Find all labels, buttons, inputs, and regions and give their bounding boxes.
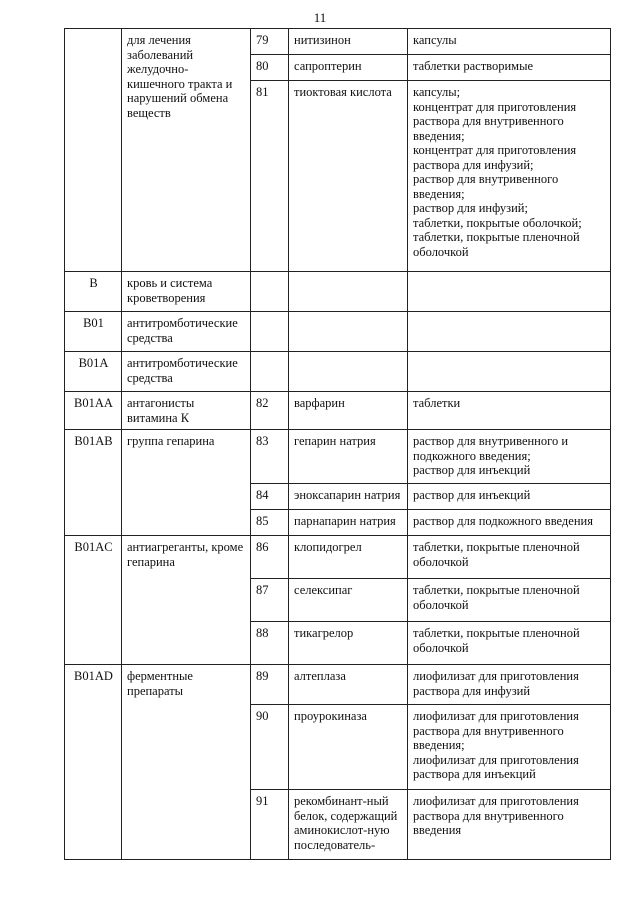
form-line: раствора для инъекций bbox=[413, 767, 536, 781]
drug-name: клопидогрел bbox=[289, 536, 408, 579]
form-line: раствор для инфузий; bbox=[413, 201, 528, 215]
empty-cell bbox=[251, 272, 289, 312]
group-text: для лечения bbox=[127, 33, 191, 47]
form-line: раствора для инфузий bbox=[413, 683, 531, 698]
dosage-form: таблетки растворимые bbox=[408, 55, 611, 81]
form-line: раствор для внутривенного bbox=[413, 172, 559, 186]
atc-group-cell bbox=[122, 352, 251, 392]
dosage-form: раствор для подкожного введения bbox=[408, 510, 611, 536]
item-number: 82 bbox=[251, 392, 289, 430]
dosage-form bbox=[408, 622, 611, 665]
atc-group-cell bbox=[122, 392, 251, 430]
empty-cell bbox=[289, 312, 408, 352]
form-line: введения; bbox=[413, 128, 465, 143]
drug-name: сапроптерин bbox=[289, 55, 408, 81]
table-row bbox=[65, 392, 611, 430]
group-text: антитромботические bbox=[127, 356, 238, 370]
atc-code: B01AD bbox=[65, 665, 122, 860]
dosage-form bbox=[408, 430, 611, 484]
form-line: капсулы; bbox=[413, 85, 461, 99]
group-text: витамина К bbox=[127, 410, 190, 425]
empty-cell bbox=[251, 312, 289, 352]
form-line: введения; bbox=[413, 738, 465, 752]
drug-name: селексипаг bbox=[289, 579, 408, 622]
atc-code: B01A bbox=[65, 352, 122, 392]
atc-code: B01AC bbox=[65, 536, 122, 665]
dosage-form bbox=[408, 665, 611, 705]
form-line: раствора для инфузий; bbox=[413, 157, 534, 172]
group-text: препараты bbox=[127, 683, 184, 698]
dosage-form: раствор для инъекций bbox=[408, 484, 611, 510]
page-number: 11 bbox=[313, 10, 327, 25]
form-line: таблетки, покрытые оболочкой; bbox=[413, 215, 582, 230]
atc-code: B01AA bbox=[65, 392, 122, 430]
dosage-form bbox=[408, 536, 611, 579]
drug-list-table bbox=[64, 28, 611, 860]
form-line: лиофилизат для приготовления bbox=[413, 794, 579, 808]
form-line: лиофилизат для приготовления bbox=[413, 752, 579, 767]
item-number: 86 bbox=[251, 536, 289, 579]
form-line: раствор для внутривенного и bbox=[413, 434, 569, 448]
form-line: раствора для внутривенного bbox=[413, 723, 564, 738]
group-text: средства bbox=[127, 330, 173, 345]
form-line: введения; bbox=[413, 186, 465, 201]
form-line: оболочкой bbox=[413, 597, 469, 612]
drug-name: варфарин bbox=[289, 392, 408, 430]
item-number: 84 bbox=[251, 484, 289, 510]
form-line: оболочкой bbox=[413, 554, 469, 569]
drug-name: гепарин натрия bbox=[289, 430, 408, 484]
group-text: антагонисты bbox=[127, 396, 195, 410]
table-row bbox=[65, 430, 611, 484]
item-number: 89 bbox=[251, 665, 289, 705]
drug-name bbox=[289, 790, 408, 860]
form-line: раствор для инъекций bbox=[413, 463, 531, 477]
group-text: желудочно- bbox=[127, 62, 189, 76]
atc-group-cell bbox=[122, 430, 251, 536]
drug-name: парнапарин натрия bbox=[289, 510, 408, 536]
dosage-form: таблетки bbox=[408, 392, 611, 430]
group-text: антиагреганты, кроме bbox=[127, 540, 244, 554]
group-text: гепарина bbox=[127, 554, 175, 569]
table-row bbox=[65, 272, 611, 312]
form-line: введения bbox=[413, 823, 462, 837]
dosage-form bbox=[408, 705, 611, 790]
form-line: концентрат для приготовления bbox=[413, 143, 577, 157]
form-line: таблетки, покрытые пленочной bbox=[413, 540, 580, 554]
item-number: 80 bbox=[251, 55, 289, 81]
table-row bbox=[65, 536, 611, 579]
table-row bbox=[65, 312, 611, 352]
empty-cell bbox=[289, 272, 408, 312]
group-text: заболеваний bbox=[127, 47, 194, 62]
name-line: последователь- bbox=[294, 837, 376, 852]
form-line: раствора для внутривенного bbox=[413, 114, 564, 128]
dosage-form bbox=[408, 81, 611, 272]
group-text: ферментные bbox=[127, 669, 193, 683]
dosage-form bbox=[408, 790, 611, 860]
atc-code: B01 bbox=[65, 312, 122, 352]
item-number: 90 bbox=[251, 705, 289, 790]
empty-cell bbox=[289, 352, 408, 392]
form-line: лиофилизат для приготовления bbox=[413, 669, 579, 683]
empty-cell bbox=[408, 312, 611, 352]
form-line: таблетки, покрытые пленочной bbox=[413, 626, 580, 640]
name-line: рекомбинант-ный bbox=[294, 794, 389, 808]
item-number: 83 bbox=[251, 430, 289, 484]
drug-name: проурокиназа bbox=[289, 705, 408, 790]
atc-code-cell bbox=[65, 29, 122, 272]
form-line: таблетки, покрытые пленочной bbox=[413, 583, 580, 597]
group-text: кишечного тракта и bbox=[127, 76, 233, 91]
atc-group-cell bbox=[122, 536, 251, 665]
dosage-form bbox=[408, 579, 611, 622]
group-text: веществ bbox=[127, 105, 171, 120]
form-line: лиофилизат для приготовления bbox=[413, 709, 579, 723]
group-text: кроветворения bbox=[127, 290, 206, 305]
empty-cell bbox=[408, 352, 611, 392]
item-number: 91 bbox=[251, 790, 289, 860]
group-text: нарушений обмена bbox=[127, 91, 229, 105]
atc-group-cell bbox=[122, 29, 251, 272]
empty-cell bbox=[408, 272, 611, 312]
item-number: 87 bbox=[251, 579, 289, 622]
drug-name: нитизинон bbox=[289, 29, 408, 55]
item-number: 88 bbox=[251, 622, 289, 665]
group-text: антитромботические bbox=[127, 316, 238, 330]
form-line: таблетки, покрытые пленочной bbox=[413, 230, 580, 244]
atc-group-cell bbox=[122, 312, 251, 352]
table-row bbox=[65, 352, 611, 392]
group-text: группа гепарина bbox=[127, 434, 215, 448]
drug-name: эноксапарин натрия bbox=[289, 484, 408, 510]
group-text: средства bbox=[127, 370, 173, 385]
form-line: раствора для внутривенного bbox=[413, 808, 564, 823]
atc-code: B01AB bbox=[65, 430, 122, 536]
item-number: 85 bbox=[251, 510, 289, 536]
name-line: аминокислот-ную bbox=[294, 823, 390, 837]
form-line: подкожного введения; bbox=[413, 448, 531, 463]
drug-name: алтеплаза bbox=[289, 665, 408, 705]
atc-code: B bbox=[65, 272, 122, 312]
table-row bbox=[65, 665, 611, 705]
form-line: концентрат для приготовления bbox=[413, 99, 577, 114]
name-line: белок, содержащий bbox=[294, 808, 398, 823]
drug-name: тикагрелор bbox=[289, 622, 408, 665]
item-number: 81 bbox=[251, 81, 289, 272]
group-text: кровь и система bbox=[127, 276, 213, 290]
atc-group-cell bbox=[122, 665, 251, 860]
item-number: 79 bbox=[251, 29, 289, 55]
table-row bbox=[65, 29, 611, 55]
form-line: оболочкой bbox=[413, 244, 469, 259]
form-line: оболочкой bbox=[413, 640, 469, 655]
drug-name: тиоктовая кислота bbox=[289, 81, 408, 272]
dosage-form: капсулы bbox=[408, 29, 611, 55]
empty-cell bbox=[251, 352, 289, 392]
atc-group-cell bbox=[122, 272, 251, 312]
